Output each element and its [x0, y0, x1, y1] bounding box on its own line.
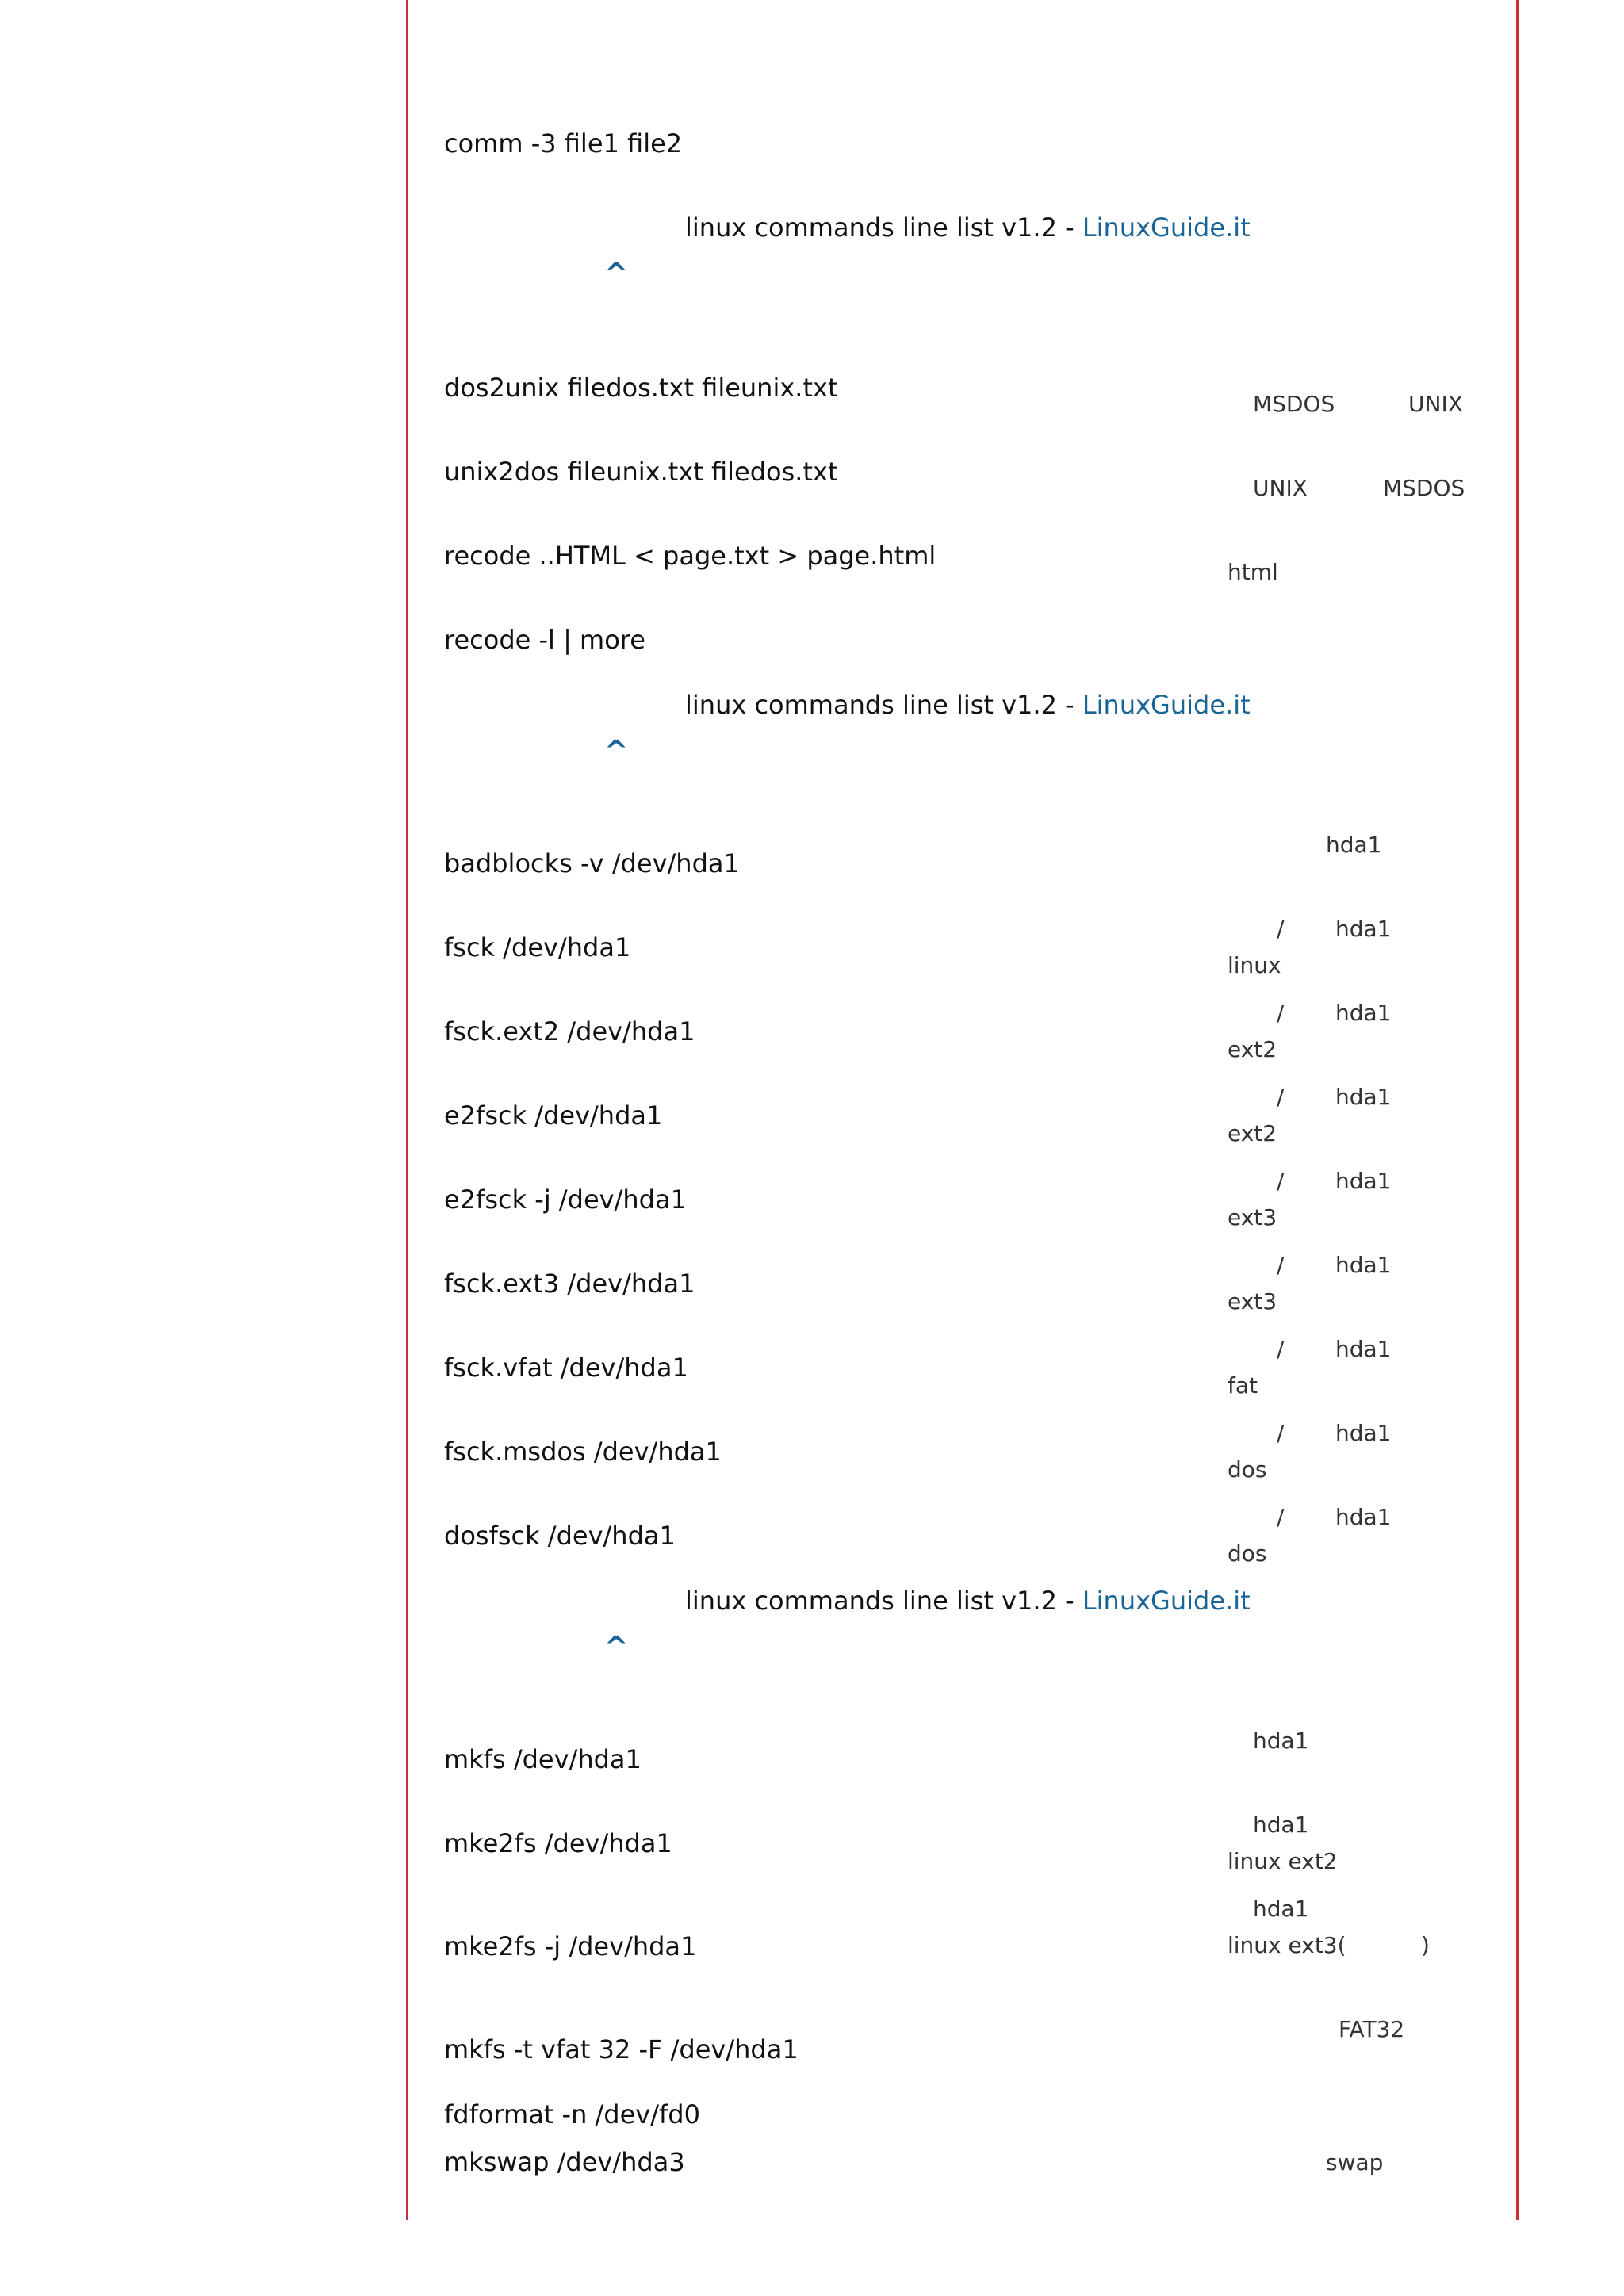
note-msdos: MSDOS — [1253, 391, 1335, 417]
command-dos2unix: dos2unix filedos.txt fileunix.txt — [444, 373, 838, 403]
note-hda1: hda1 — [1335, 1252, 1392, 1278]
command-unix2dos: unix2dos fileunix.txt filedos.txt — [444, 457, 838, 487]
footer-credit — [685, 690, 1251, 720]
command-recode-html: recode ..HTML < page.txt > page.html — [444, 541, 936, 571]
note-slash: / — [1277, 1084, 1285, 1110]
note-dos: dos — [1228, 1540, 1267, 1567]
note-hda1: hda1 — [1253, 1896, 1309, 1922]
note-slash: / — [1277, 1504, 1285, 1530]
command-comm: comm -3 file1 file2 — [444, 128, 683, 159]
note-msdos: MSDOS — [1383, 475, 1465, 501]
back-to-top-link[interactable]: ^ — [604, 258, 629, 290]
footer-credit — [685, 1586, 1251, 1616]
note-dos: dos — [1228, 1456, 1267, 1483]
note-ext3: ext3 — [1228, 1204, 1277, 1230]
command-fdformat: fdformat -n /dev/fd0 — [444, 2099, 700, 2130]
note-hda1: hda1 — [1335, 1420, 1392, 1446]
command-mke2fs-j: mke2fs -j /dev/hda1 — [444, 1931, 697, 1961]
note-unix: UNIX — [1253, 475, 1308, 501]
footer-text: linux commands line list v1.2 - — [685, 1586, 1082, 1616]
note-ext2: ext2 — [1228, 1036, 1277, 1062]
linuxguide-link[interactable]: LinuxGuide.it — [1082, 690, 1251, 720]
note-hda1: hda1 — [1253, 1812, 1309, 1838]
note-hda1: hda1 — [1326, 832, 1382, 858]
note-fat: fat — [1228, 1372, 1258, 1399]
note-hda1: hda1 — [1335, 1504, 1392, 1530]
note-linux: linux — [1228, 952, 1281, 978]
note-hda1: hda1 — [1335, 1336, 1392, 1362]
footer-credit — [685, 212, 1251, 243]
note-swap: swap — [1326, 2149, 1384, 2175]
command-recode-list: recode -l | more — [444, 625, 645, 655]
right-frame-border — [1516, 0, 1519, 2220]
command-mkfs-vfat: mkfs -t vfat 32 -F /dev/hda1 — [444, 2034, 799, 2064]
linuxguide-link[interactable]: LinuxGuide.it — [1082, 212, 1251, 243]
command-e2fsck: e2fsck /dev/hda1 — [444, 1100, 663, 1131]
command-fsck-ext3: fsck.ext3 /dev/hda1 — [444, 1269, 695, 1299]
note-ext3: ext3 — [1228, 1288, 1277, 1314]
note-html: html — [1228, 559, 1278, 585]
note-hda1: hda1 — [1335, 1000, 1392, 1026]
note-fat32: FAT32 — [1339, 2016, 1405, 2042]
note-slash: / — [1277, 916, 1285, 942]
note-slash: / — [1277, 1168, 1285, 1194]
note-linux-ext2: linux ext2 — [1228, 1848, 1338, 1874]
command-e2fsck-j: e2fsck -j /dev/hda1 — [444, 1184, 687, 1215]
back-to-top-link[interactable]: ^ — [604, 1631, 629, 1663]
command-mkfs: mkfs /dev/hda1 — [444, 1744, 642, 1774]
note-close-paren: ) — [1421, 1932, 1430, 1958]
left-frame-border — [406, 0, 408, 2220]
note-hda1: hda1 — [1253, 1728, 1309, 1754]
command-fsck: fsck /dev/hda1 — [444, 932, 631, 962]
note-linux-ext3: linux ext3( — [1228, 1932, 1346, 1958]
note-unix: UNIX — [1408, 391, 1463, 417]
note-slash: / — [1277, 1420, 1285, 1446]
command-mke2fs: mke2fs /dev/hda1 — [444, 1828, 672, 1858]
note-slash: / — [1277, 1000, 1285, 1026]
note-slash: / — [1277, 1336, 1285, 1362]
back-to-top-link[interactable]: ^ — [604, 735, 629, 767]
command-dosfsck: dosfsck /dev/hda1 — [444, 1521, 676, 1551]
note-slash: / — [1277, 1252, 1285, 1278]
note-hda1: hda1 — [1335, 916, 1392, 942]
command-fsck-msdos: fsck.msdos /dev/hda1 — [444, 1437, 722, 1467]
linuxguide-link[interactable]: LinuxGuide.it — [1082, 1586, 1251, 1616]
footer-text: linux commands line list v1.2 - — [685, 690, 1082, 720]
note-hda1: hda1 — [1335, 1168, 1392, 1194]
note-hda1: hda1 — [1335, 1084, 1392, 1110]
command-mkswap: mkswap /dev/hda3 — [444, 2147, 685, 2177]
command-badblocks: badblocks -v /dev/hda1 — [444, 848, 740, 878]
note-ext2: ext2 — [1228, 1120, 1277, 1146]
command-fsck-vfat: fsck.vfat /dev/hda1 — [444, 1353, 688, 1383]
footer-text: linux commands line list v1.2 - — [685, 212, 1082, 243]
command-fsck-ext2: fsck.ext2 /dev/hda1 — [444, 1016, 695, 1047]
